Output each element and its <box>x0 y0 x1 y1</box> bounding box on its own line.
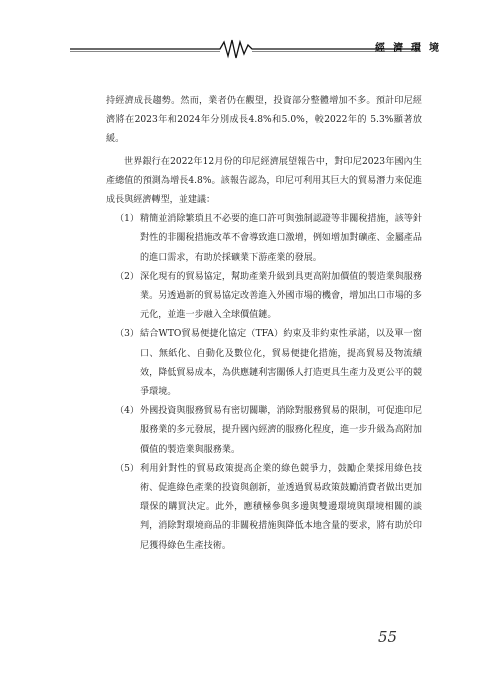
list-item <box>106 325 422 402</box>
list-item-text: 利用針對性的貿易政策提高企業的綠色競爭力，鼓勵企業採用綠色技術、促進綠色產業的投資與創新，並透過貿易政策鼓勵消費者做出更加環保的購買決定。此外，應積極參與多邊與雙邊環境與環境相關的談判，消除對環境商品的非關稅措施與降低本地含量的要求，將有助於印尼獲得綠色生產技術。 <box>140 463 422 551</box>
list-item-text: 精簡並消除繁瑣且不必要的進口許可與強制認證等非關稅措施，該等針對性的非關稅措施改革不會導致進口激增，例如增加對礦產、金屬產品的進口需求，有助於採礦業下游產業的發展。 <box>140 214 422 263</box>
list-item-text: 結合WTO貿易便捷化協定（TFA）約束及非約束性承諾，以及單一窗口、無紙化、自動化及數位化，貿易便捷化措施，提高貿易及物流績效，降低貿易成本，為供應鏈利害關係人打造更具生產力及更公平的競爭環境。 <box>140 329 422 398</box>
list-item-number: （3） <box>115 329 139 340</box>
list-item <box>106 460 422 556</box>
list-item-text: 外國投資與服務貿易有密切關聯，消除對服務貿易的限制，可促進印尼服務業的多元發展，提升國內經濟的服務化程度，進一步升級為高附加價值的製造業與服務業。 <box>140 406 422 455</box>
list-item-text: 深化現有的貿易協定，幫助產業升級到具更高附加價值的製造業與服務業。另透過新的貿易協定改善進入外國市場的機會，增加出口市場的多元化，並進一步融入全球價值鏈。 <box>140 271 422 321</box>
list-item-number: （5） <box>115 463 139 474</box>
paragraph-world-bank: 世界銀行在2022年12月份的印尼經濟展望報告中，對印尼2023年國內生產總值的預測為增長4.8%。該報告認為，印尼可利用其巨大的貿易潛力來促進成長與經濟轉型，並建議： <box>106 156 422 206</box>
list-item-number: （2） <box>115 271 139 282</box>
list-item-number: （1） <box>115 214 139 225</box>
page-number: 55 <box>378 628 398 646</box>
header-pulse-line-icon <box>70 36 420 60</box>
page-body <box>106 92 422 556</box>
recommendation-list <box>106 210 422 556</box>
list-item <box>106 268 422 326</box>
paragraph-continuation: 持經濟成長趨勢。然而，業者仍在觀望，投資部分整體增加不多。預計印尼經濟將在2023年和2024年分別成長4.8%和5.0%，較2022年的 5.3%顯著放緩。 <box>106 96 422 145</box>
list-item-number: （4） <box>115 406 139 417</box>
list-item <box>106 210 422 268</box>
header-section-title: 經濟環境 <box>375 43 447 54</box>
list-item <box>106 402 422 460</box>
running-header <box>70 36 447 60</box>
